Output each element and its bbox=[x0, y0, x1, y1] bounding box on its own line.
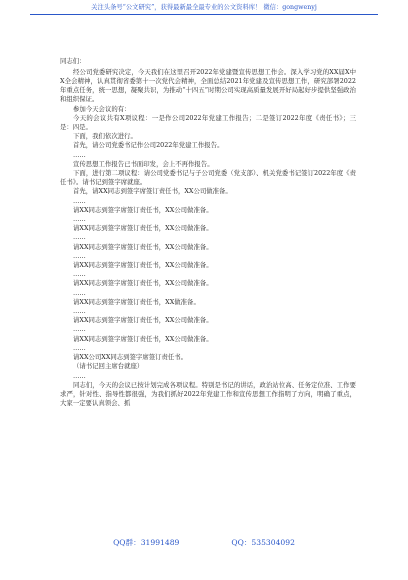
ellipsis: …… bbox=[73, 196, 86, 205]
signing-first-line: 首先，请XX同志到签字席签订责任书，XX公司做准备。 bbox=[73, 187, 232, 196]
proceed-line: 下面，我们依次进行。 bbox=[73, 132, 137, 141]
report-note: 宣传思想工作报告已书面印发，会上不再作报告。 bbox=[73, 159, 214, 168]
agenda-paragraph: 今天的会议共有X项议程：一是作公司2022年党建工作报告；二是签订2022年度《责任书》；三是：四是。 bbox=[60, 113, 356, 132]
attendees-label: 参加今天会议的有： bbox=[73, 104, 131, 113]
ellipsis: …… bbox=[73, 307, 86, 316]
salutation: 同志们： bbox=[60, 57, 86, 65]
qq-group-label: QQ群：31991489 bbox=[113, 538, 180, 547]
signing-line: 请XX同志到签字席签订责任书，XX做准备。 bbox=[73, 297, 200, 306]
ellipsis: …… bbox=[73, 233, 86, 242]
signing-line: 请XX同志到签字席签订责任书，XX公司做准备。 bbox=[73, 279, 213, 288]
ellipsis: …… bbox=[73, 371, 86, 380]
signing-last-line: 请XX公司XX同志到签字席签订责任书。 bbox=[73, 353, 188, 362]
ellipsis: …… bbox=[73, 343, 86, 352]
ellipsis: …… bbox=[73, 270, 86, 279]
qq-contact-label: QQ：535304092 bbox=[231, 538, 295, 547]
signing-line: 请XX同志到签字席签订责任书，XX公司做准备。 bbox=[73, 205, 213, 214]
ellipsis: …… bbox=[73, 215, 86, 224]
closing-paragraph: 同志们，今天的会议已按计划完成各项议程。特别是书记的讲话，政治站位高、任务定位准、工作要求严，针对性、指导性都很强，为我们抓好2022年党建工作和宣传思想工作指明了方向，明确了重点，大家一定要认真领会、抓 bbox=[60, 380, 356, 408]
first-agenda-item: 首先，请公司党委书记作公司2022年党建工作报告。 bbox=[73, 141, 224, 150]
signing-line: 请XX同志到签字席签订责任书，XX公司做准备。 bbox=[73, 261, 213, 270]
banner-divider bbox=[30, 14, 378, 15]
top-banner: 关注头条号“公文研究”，获得最新最全最专业的公文资料库！ 微信：gongwenyj bbox=[91, 4, 317, 11]
ellipsis: …… bbox=[73, 288, 86, 297]
signing-line: 请XX同志到签字席签订责任书，XX公司做准备。 bbox=[73, 242, 213, 251]
ellipsis: …… bbox=[73, 150, 86, 159]
signing-line: 请XX同志到签字席签订责任书，XX公司做准备。 bbox=[73, 316, 213, 325]
document-body bbox=[60, 57, 356, 408]
signing-line: 请XX同志到签字席签订责任书，XX公司做准备。 bbox=[73, 224, 213, 233]
signing-line: 请XX同志到签字席签订责任书，XX公司做准备。 bbox=[73, 334, 213, 343]
second-agenda-item: 下面，进行第二项议程：请公司党委书记与子公司党委（党支部）、机关党委书记签订2022年度《责任书》。请书记到签字席就座。 bbox=[60, 169, 356, 187]
ellipsis: …… bbox=[73, 325, 86, 334]
intro-paragraph: 经公司党委研究决定，今天我们在这里召开2022年党建暨宣传思想工作会。深入学习党的XX届X中X全会精神，认真贯彻省委第十一次党代会精神，全面总结2021年党建及宣传思想工作，研究部署2022年重点任务，统一思想，凝聚共识，为推动“十四五”时期公司实现高质量发展开好局起好步提供坚强政治和组织保证。 bbox=[60, 67, 356, 104]
contact-footer bbox=[0, 538, 408, 548]
ellipsis: …… bbox=[73, 251, 86, 260]
return-note: （请书记回主席台就座） bbox=[73, 362, 144, 371]
